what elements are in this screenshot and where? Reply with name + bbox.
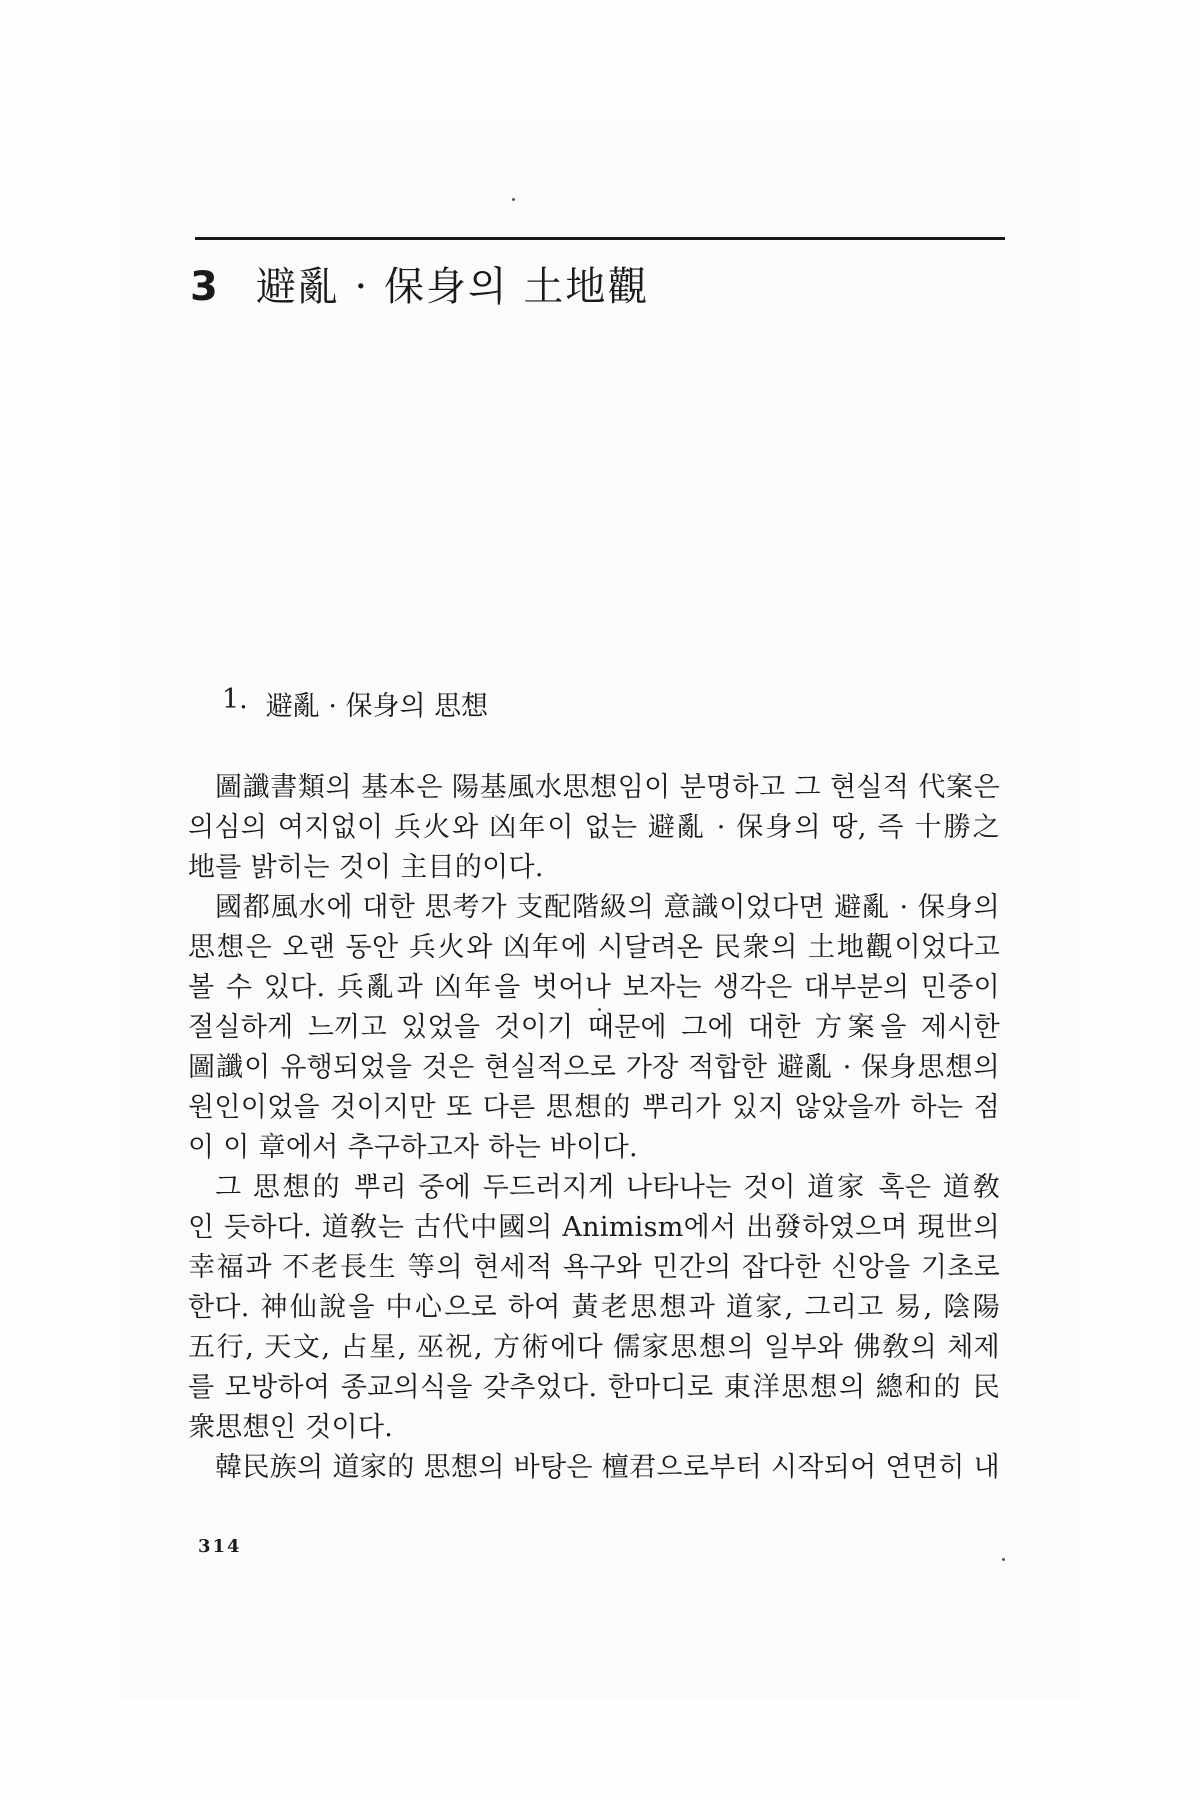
section-number: 1. bbox=[222, 684, 248, 715]
text-line: 衆思想인 것이다. bbox=[188, 1412, 394, 1443]
text-line: 한다. 神仙說을 中心으로 하여 黃老思想과 道家, 그리고 易, 陰陽 bbox=[188, 1292, 1000, 1323]
chapter-heading bbox=[190, 255, 649, 312]
chapter-title: 避亂 · 保身의 土地觀 bbox=[255, 264, 650, 310]
text-line: 절실하게 느끼고 있었을 것이기 때문에 그에 대한 方案을 제시한 bbox=[188, 1012, 1000, 1043]
text-line: 國都風水에 대한 思考가 支配階級의 意識이었다면 避亂 · 保身의 bbox=[215, 892, 1000, 923]
text-line: 韓民族의 道家的 思想의 바탕은 檀君으로부터 시작되어 연면히 내 bbox=[215, 1452, 1000, 1483]
text-line: 五行, 天文, 占星, 巫祝, 方術에다 儒家思想의 일부와 佛敎의 체제 bbox=[188, 1332, 1000, 1363]
text-line: 인 듯하다. 道敎는 古代中國의 Animism에서 出發하였으며 現世의 bbox=[188, 1212, 1000, 1243]
text-line: 圖讖이 유행되었을 것은 현실적으로 가장 적합한 避亂 · 保身思想의 bbox=[188, 1052, 1000, 1083]
text-line: 地를 밝히는 것이 主目的이다. bbox=[188, 852, 544, 883]
text-line: 볼 수 있다. 兵亂과 凶年을 벗어나 보자는 생각은 대부분의 민중이 bbox=[188, 972, 1000, 1003]
section-heading bbox=[222, 684, 488, 723]
scan-speck bbox=[512, 198, 515, 201]
text-line: 의심의 여지없이 兵火와 凶年이 없는 避亂 · 保身의 땅, 즉 十勝之 bbox=[188, 812, 1000, 843]
text-line: 원인이었을 것이지만 또 다른 思想的 뿌리가 있지 않았을까 하는 점 bbox=[188, 1092, 1000, 1123]
page-number: 314 bbox=[198, 1536, 242, 1557]
scan-speck bbox=[1002, 1558, 1005, 1561]
section-title: 避亂 · 保身의 思想 bbox=[265, 691, 489, 722]
chapter-rule bbox=[195, 237, 1005, 240]
scan-speck bbox=[598, 1008, 601, 1011]
text-line: 이 이 章에서 추구하고자 하는 바이다. bbox=[188, 1132, 638, 1163]
chapter-number: 3 bbox=[190, 264, 218, 310]
text-line: 思想은 오랜 동안 兵火와 凶年에 시달려온 民衆의 土地觀이었다고 bbox=[188, 932, 1000, 963]
text-line: 圖讖書類의 基本은 陽基風水思想임이 분명하고 그 현실적 代案은 bbox=[215, 772, 1000, 803]
text-line: 그 思想的 뿌리 중에 두드러지게 나타나는 것이 道家 혹은 道敎 bbox=[215, 1172, 1000, 1203]
text-line: 幸福과 不老長生 等의 현세적 욕구와 민간의 잡다한 신앙을 기초로 bbox=[188, 1252, 1000, 1283]
text-line: 를 모방하여 종교의식을 갖추었다. 한마디로 東洋思想의 總和的 民 bbox=[188, 1372, 1000, 1403]
body-text bbox=[188, 768, 1000, 1488]
